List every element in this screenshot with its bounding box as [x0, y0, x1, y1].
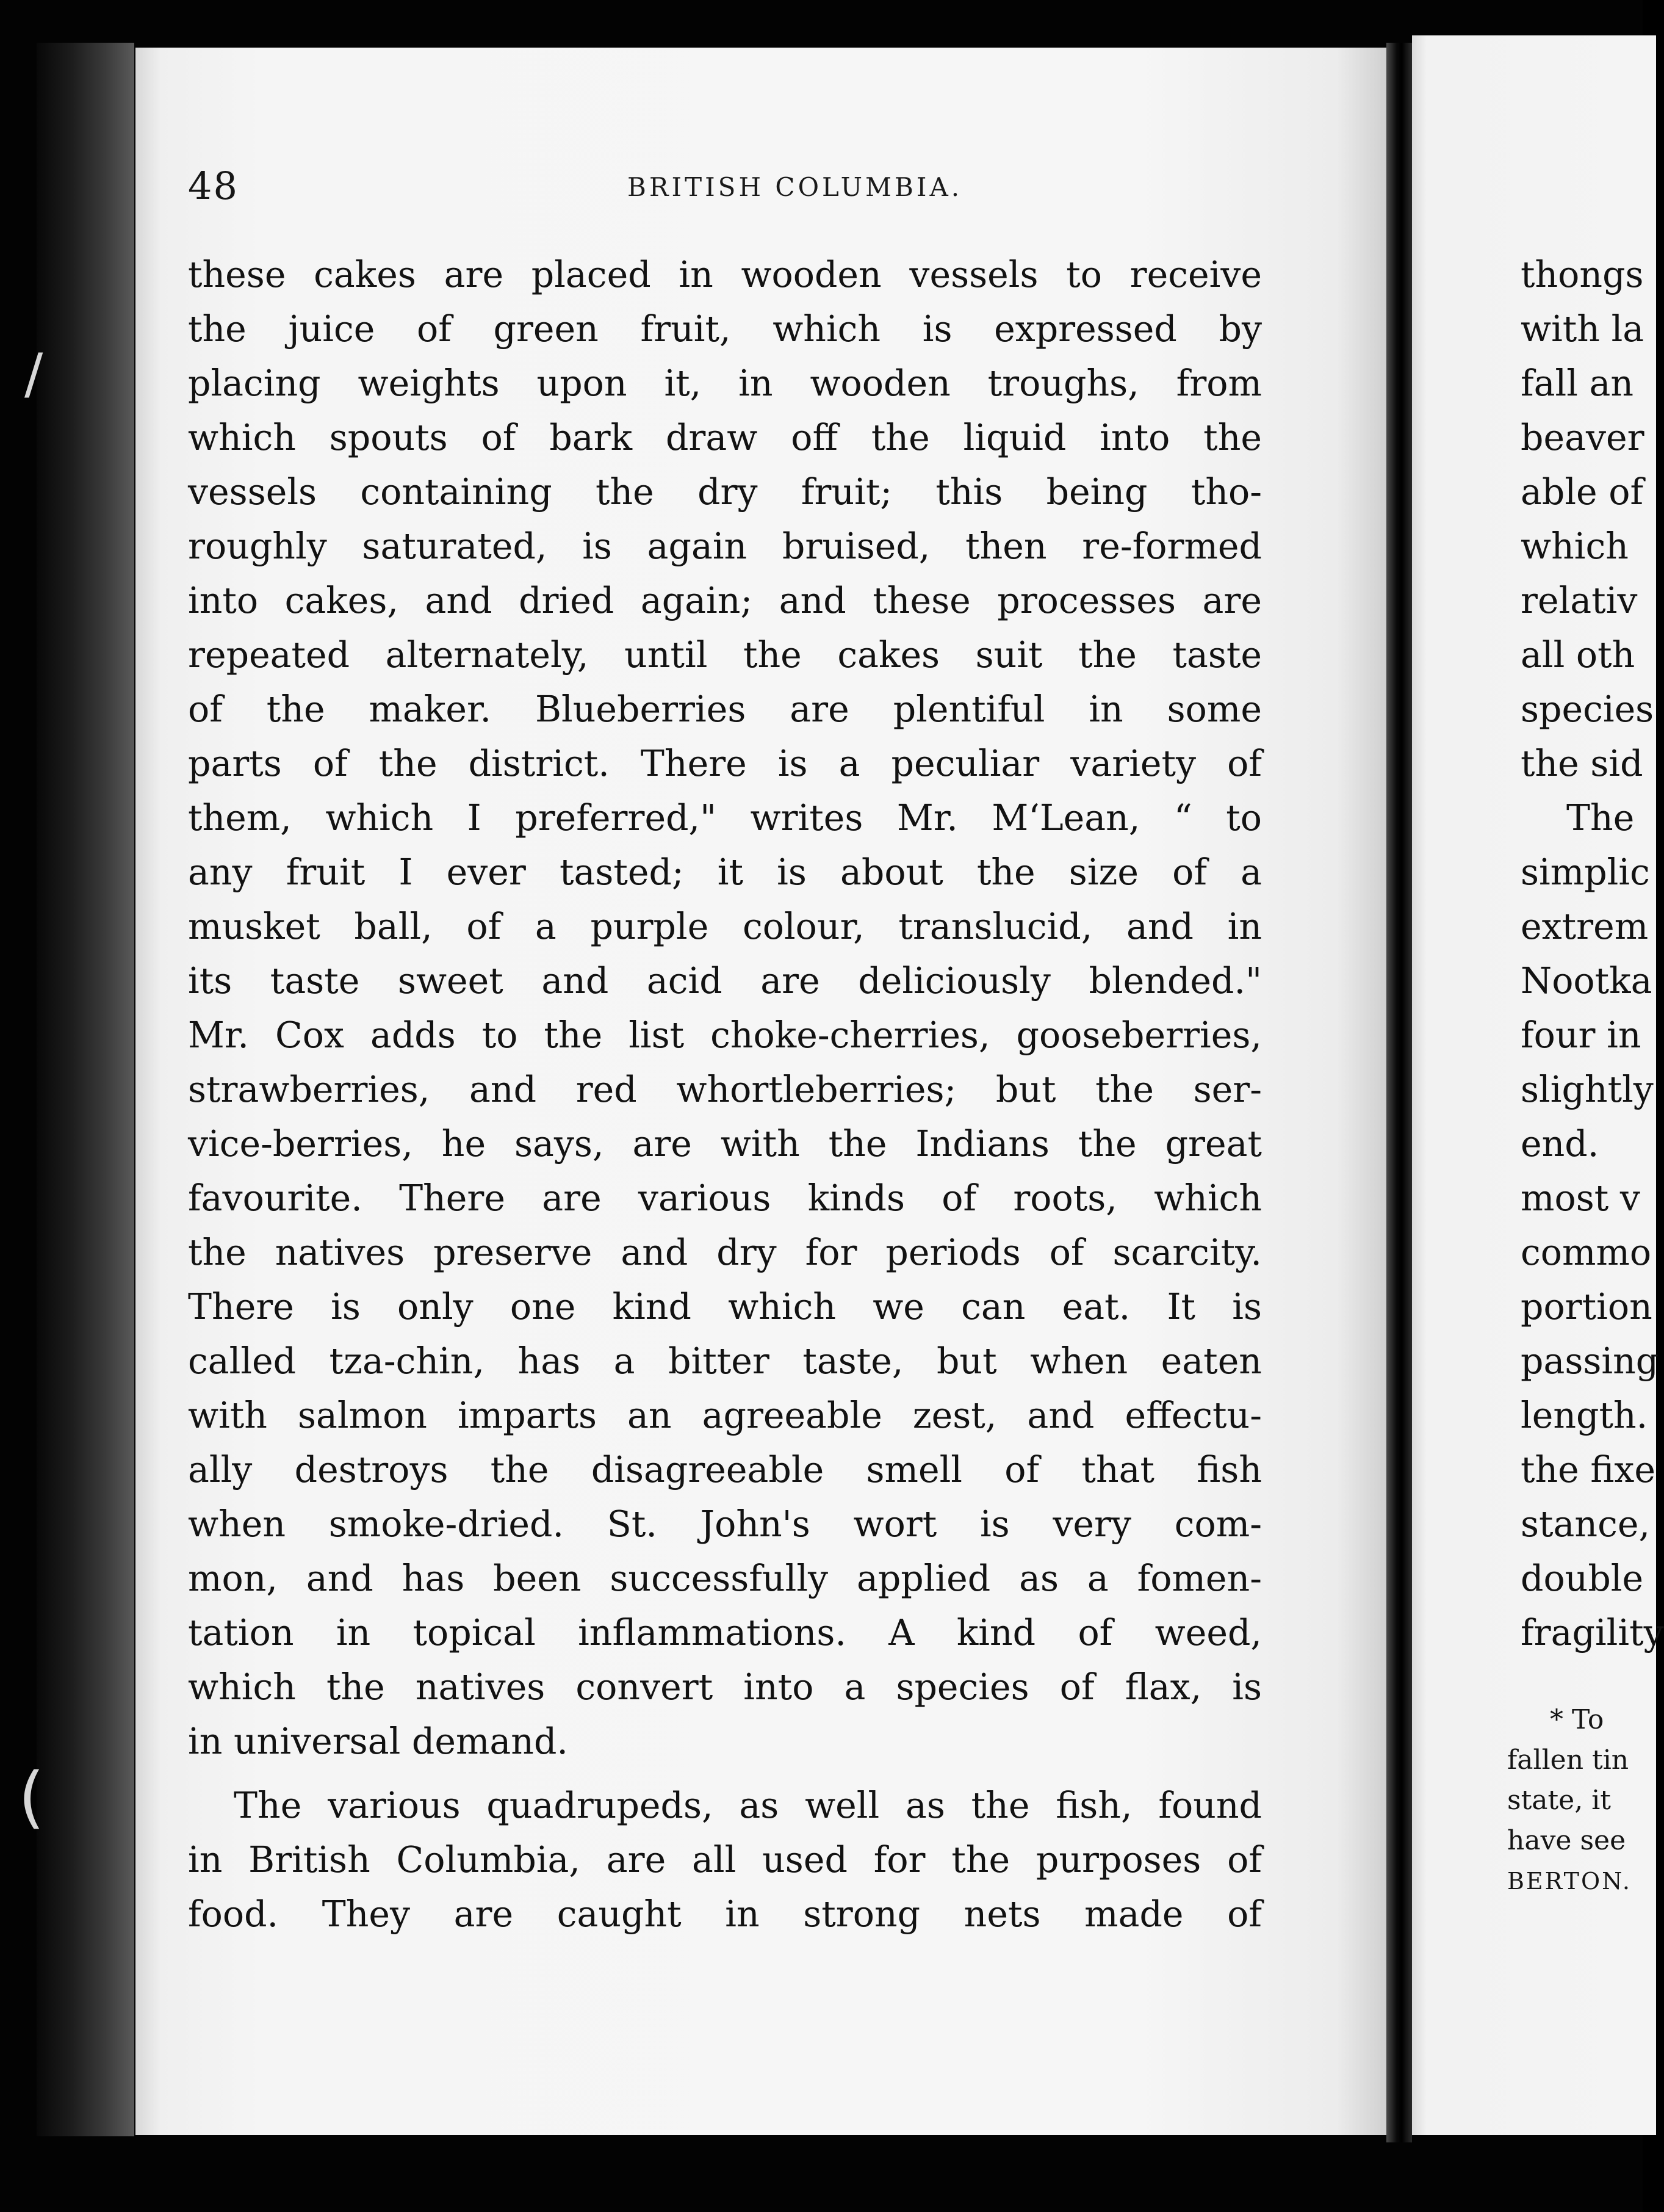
margin-bracket-mark: ( — [18, 1758, 45, 1836]
facing-page-footnote — [1507, 1700, 1632, 1901]
text-line: vice-berries, he says, are with the Indians the great — [188, 1123, 1262, 1165]
text-line: parts of the district. There is a peculiar variety of — [188, 743, 1262, 784]
text-line: tation in topical inflammations. A kind of weed, — [188, 1612, 1262, 1654]
footnote-line: BERTON. — [1507, 1868, 1632, 1895]
text-line: which spouts of bark draw off the liquid into the — [188, 417, 1262, 458]
text-line: in British Columbia, are all used for the purposes of — [188, 1839, 1262, 1881]
facing-text-line: Nootka — [1521, 960, 1652, 1002]
facing-text-line: all oth — [1521, 634, 1635, 676]
footnote-line: fallen tin — [1507, 1744, 1629, 1776]
footnote-line: state, it — [1507, 1785, 1611, 1816]
text-line: There is only one kind which we can eat. It is — [188, 1286, 1262, 1328]
facing-page-text — [1521, 248, 1664, 1660]
facing-text-line: most v — [1521, 1177, 1640, 1219]
text-line: strawberries, and red whortleberries; but the ser- — [188, 1069, 1262, 1110]
text-line: the natives preserve and dry for periods of scarcity. — [188, 1232, 1262, 1273]
facing-text-line: fall an — [1521, 363, 1634, 404]
text-line: any fruit I ever tasted; it is about the size of a — [188, 851, 1262, 893]
facing-text-line: The — [1566, 797, 1635, 839]
facing-text-line: stance, — [1521, 1503, 1651, 1545]
facing-text-line: species — [1521, 689, 1654, 730]
facing-text-line: able of — [1521, 471, 1644, 513]
text-line: vessels containing the dry fruit; this being tho- — [188, 471, 1262, 513]
facing-text-line: end. — [1521, 1123, 1599, 1165]
facing-text-line: four in — [1521, 1014, 1641, 1056]
text-line: placing weights upon it, in wooden troughs, from — [188, 363, 1262, 404]
text-line: in universal demand. — [188, 1721, 569, 1762]
footnote-line: * To — [1550, 1704, 1604, 1735]
text-line: with salmon imparts an agreeable zest, and effectu- — [188, 1395, 1262, 1436]
text-line: musket ball, of a purple colour, translucid, and in — [188, 906, 1262, 947]
text-line: them, which I preferred," writes Mr. M‘Lean, “ to — [188, 797, 1262, 839]
facing-text-line: simplic — [1521, 851, 1650, 893]
facing-text-line: slightly — [1521, 1069, 1654, 1110]
footnote-line: have see — [1507, 1825, 1626, 1856]
text-line: Mr. Cox adds to the list choke-cherries, gooseberries, — [188, 1014, 1262, 1056]
text-line: the juice of green fruit, which is expressed by — [188, 308, 1262, 350]
text-line: repeated alternately, until the cakes suit the taste — [188, 634, 1262, 676]
facing-text-line: the sid — [1521, 743, 1643, 784]
facing-text-line: commo — [1521, 1232, 1652, 1273]
facing-text-line: the fixe — [1521, 1449, 1656, 1491]
facing-text-line: length. — [1521, 1395, 1648, 1436]
text-line: which the natives convert into a species of flax, is — [188, 1666, 1262, 1708]
text-line: into cakes, and dried again; and these processes are — [188, 580, 1262, 621]
book-page-edges — [37, 43, 134, 2136]
facing-text-line: fragility — [1521, 1612, 1664, 1654]
page-number: 48 — [188, 164, 239, 208]
running-title: BRITISH COLUMBIA. — [627, 172, 963, 202]
facing-text-line: double — [1521, 1558, 1644, 1599]
facing-text-line: relativ — [1521, 580, 1638, 621]
text-line: called tza-chin, has a bitter taste, but when eaten — [188, 1340, 1262, 1382]
facing-text-line: passing — [1521, 1340, 1659, 1382]
text-line: The various quadrupeds, as well as the fish, found — [234, 1785, 1262, 1826]
body-text — [188, 248, 1262, 1942]
text-line: these cakes are placed in wooden vessels to receive — [188, 254, 1262, 295]
text-line: food. They are caught in strong nets made of — [188, 1893, 1262, 1935]
facing-text-line: which — [1521, 526, 1629, 567]
running-head — [188, 164, 1262, 219]
margin-pencil-mark: / — [24, 342, 43, 406]
text-line: favourite. There are various kinds of roots, which — [188, 1177, 1262, 1219]
facing-text-line: with la — [1521, 308, 1644, 350]
text-line: when smoke-dried. St. John's wort is very com- — [188, 1503, 1262, 1545]
facing-text-line: extrem — [1521, 906, 1649, 947]
paragraph-gap — [188, 1769, 1262, 1779]
facing-text-line: thongs — [1521, 254, 1644, 295]
text-line: of the maker. Blueberries are plentiful in some — [188, 689, 1262, 730]
text-line: its taste sweet and acid are deliciously blended." — [188, 960, 1262, 1002]
book-gutter — [1386, 43, 1412, 2142]
text-line: ally destroys the disagreeable smell of that fish — [188, 1449, 1262, 1491]
text-line: roughly saturated, is again bruised, then re-formed — [188, 526, 1262, 567]
facing-text-line: beaver — [1521, 417, 1644, 458]
text-line: mon, and has been successfully applied as a fomen- — [188, 1558, 1262, 1599]
facing-text-line: portion — [1521, 1286, 1652, 1328]
